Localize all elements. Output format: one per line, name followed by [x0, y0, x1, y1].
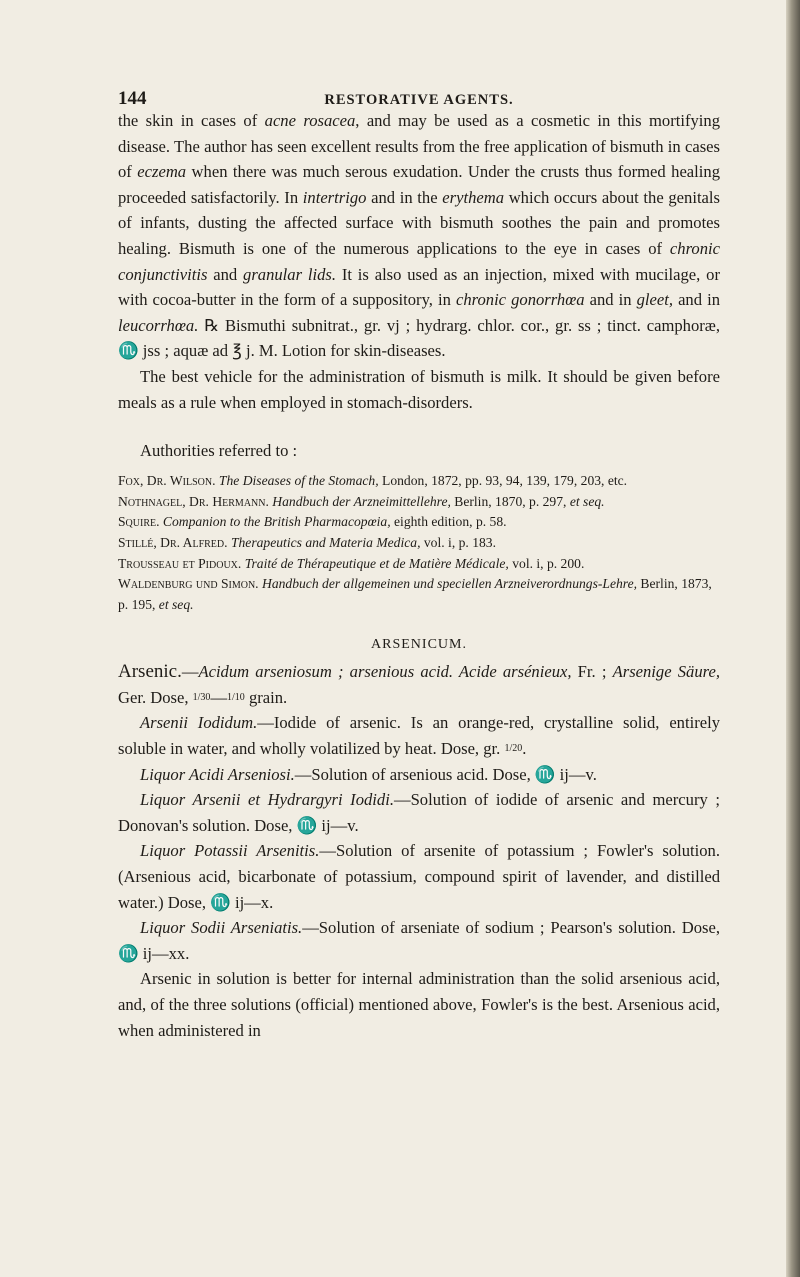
italic-run: Therapeutics and Materia Medica,	[230, 534, 421, 550]
text-run: when there was much serous exudation. Under the crusts thus formed healing proceeded satisfactorily. In	[118, 162, 720, 207]
section-title: ARSENICUM.	[371, 637, 467, 653]
italic-run: gleet,	[636, 290, 674, 310]
fraction: 1/30	[192, 691, 211, 703]
italic-run: Liquor Sodii Arseniatis.	[140, 918, 303, 938]
reference-entry	[118, 574, 720, 615]
text-run: —Iodide of arsenic. Is an orange-red, crystalline solid, entirely soluble in water, and wholly volatilized by heat. Dose, gr.	[118, 713, 721, 759]
text-run: Squire.	[118, 514, 160, 530]
page-header	[118, 78, 720, 108]
text-run: —Solution of arseniate of sodium ; Pearson's solution. Dose, ♏ ij—xx.	[118, 918, 720, 963]
book-page	[118, 78, 720, 1043]
italic-run: acne rosacea	[264, 111, 356, 130]
text-run: and in	[584, 290, 637, 310]
text-run: Fr. ;	[571, 662, 613, 682]
italic-run: Handbuch der Arzneimittellehre,	[272, 493, 451, 509]
text-run: It is also used as an injection, mixed with mucilage, or with cocoa-butter in the form of a suppository, in	[118, 264, 720, 310]
arsenic-entry	[118, 659, 720, 710]
arsenic-entry	[118, 710, 720, 761]
italic-run: et seq.	[569, 493, 605, 509]
italic-run: et seq.	[158, 596, 194, 612]
italic-run: leucorrhœa.	[118, 315, 199, 335]
running-title: RESTORATIVE AGENTS.	[324, 92, 514, 108]
reference-entry	[118, 492, 720, 513]
text-run: Trousseau et Pidoux.	[118, 555, 242, 571]
arsenic-entries	[118, 659, 720, 966]
text-run: Fox, Dr. Wilson.	[118, 473, 216, 489]
text-run: —	[181, 662, 199, 682]
text-run: London, 1872, pp. 93, 94, 139, 179, 203, etc.	[378, 473, 628, 489]
milk-paragraph: The best vehicle for the administration of bismuth is milk. It should be given before meals as a rule when employed in stomach-disorders.	[118, 366, 720, 412]
text-run: Nothnagel, Dr. Hermann.	[118, 493, 269, 509]
italic-run: intertrigo	[302, 187, 367, 207]
text-run: and	[207, 264, 244, 284]
text-run: Stillé, Dr. Alfred.	[118, 534, 228, 550]
authorities-heading: Authorities referred to :	[140, 441, 298, 461]
text-run: Ger. Dose,	[118, 687, 193, 707]
text-run: eighth edition, p. 58.	[390, 514, 507, 530]
text-run: vol. i, p. 183.	[420, 534, 497, 550]
text-run: the skin in cases of	[118, 111, 265, 130]
italic-run: Traité de Thérapeutique et de Matière Médicale,	[244, 555, 509, 571]
text-run: —Solution of arsenious acid. Dose, ♏ ij—v.	[294, 764, 597, 784]
page-number: 144	[118, 88, 147, 109]
text-run: Waldenburg und Simon.	[118, 576, 259, 592]
italic-run: granular lids.	[243, 264, 336, 284]
reference-entry	[118, 533, 720, 554]
text-run: , and may be used as a cosmetic in this mortifying disease. The author has seen excellent results from the free application of bismuth in cases of	[118, 111, 720, 182]
intro-paragraph	[118, 108, 720, 364]
text-run: grain.	[244, 687, 288, 707]
text-run: ℞ Bismuthi subnitrat., gr. vj ; hydrarg. chlor. cor., gr. ss ; tinct. camphoræ, ♏ jss ; aquæ ad ℥ j. M. Lotion for skin-diseases.	[118, 315, 720, 361]
arsenic-entry	[118, 787, 720, 838]
italic-run: The Diseases of the Stomach,	[218, 473, 379, 489]
italic-run: Liquor Potassii Arsenitis.	[140, 841, 320, 861]
text-run: Berlin, 1873, p. 195,	[118, 576, 712, 612]
italic-run: Arsenii Iodidum.	[140, 713, 258, 733]
text-run: —	[210, 687, 228, 707]
italic-run: chronic gonorrhœa	[455, 290, 585, 310]
text-run: vol. i, p. 200.	[508, 555, 585, 571]
fraction: 1/10	[227, 691, 245, 703]
reference-entry	[118, 554, 720, 575]
italic-run: Liquor Arsenii et Hydrargyri Iodidi.	[140, 790, 394, 810]
reference-entry	[118, 471, 720, 492]
text-run: .	[522, 739, 527, 759]
arsenic-entry	[118, 915, 720, 966]
text-run: and in	[673, 290, 720, 310]
italic-run: Handbuch der allgemeinen und speciellen Arzneiverordnungs-Lehre,	[262, 576, 638, 592]
text-run: and in the	[366, 187, 443, 207]
text-run: —Solution of iodide of arsenic and mercury ; Donovan's solution. Dose, ♏ ij—v.	[118, 790, 720, 835]
text-run: Arsenic.	[118, 661, 182, 683]
italic-run: Liquor Acidi Arseniosi.	[140, 764, 295, 784]
arsenic-entry	[118, 762, 720, 788]
italic-run: Companion to the British Pharmacopœia,	[162, 514, 391, 530]
text-run: —Solution of arsenite of potassium ; Fowler's solution. (Arsenious acid, bicarbonate of potassium, compound spirit of lavender, and distilled water.) Dose, ♏ ij—x.	[118, 841, 720, 912]
italic-run: Arsenige Säure,	[612, 662, 720, 682]
italic-run: chronic conjunctivitis	[118, 238, 720, 284]
arsenic-entry	[118, 838, 720, 915]
closing-paragraph: Arsenic in solution is better for internal administration than the solid arsenious acid, and, of the three solutions (official) mentioned above, Fowler's is the best. Arsenious acid, when administered in	[118, 969, 720, 1040]
book-spine-edge	[786, 0, 800, 1277]
text-run: Berlin, 1870, p. 297,	[450, 493, 570, 509]
text-run: which occurs about the genitals of infants, dusting the affected surface with bismuth soothes the pain and promotes healing. Bismuth is one of the numerous applications to the eye in cases of	[118, 187, 720, 258]
italic-run: erythema	[442, 187, 505, 207]
italic-run: Acidum arseniosum ; arsenious acid. Acide arsénieux,	[198, 662, 572, 682]
italic-run: eczema	[137, 162, 187, 182]
fraction: 1/20	[504, 743, 523, 755]
reference-entry	[118, 512, 720, 533]
authorities-list	[118, 471, 720, 615]
